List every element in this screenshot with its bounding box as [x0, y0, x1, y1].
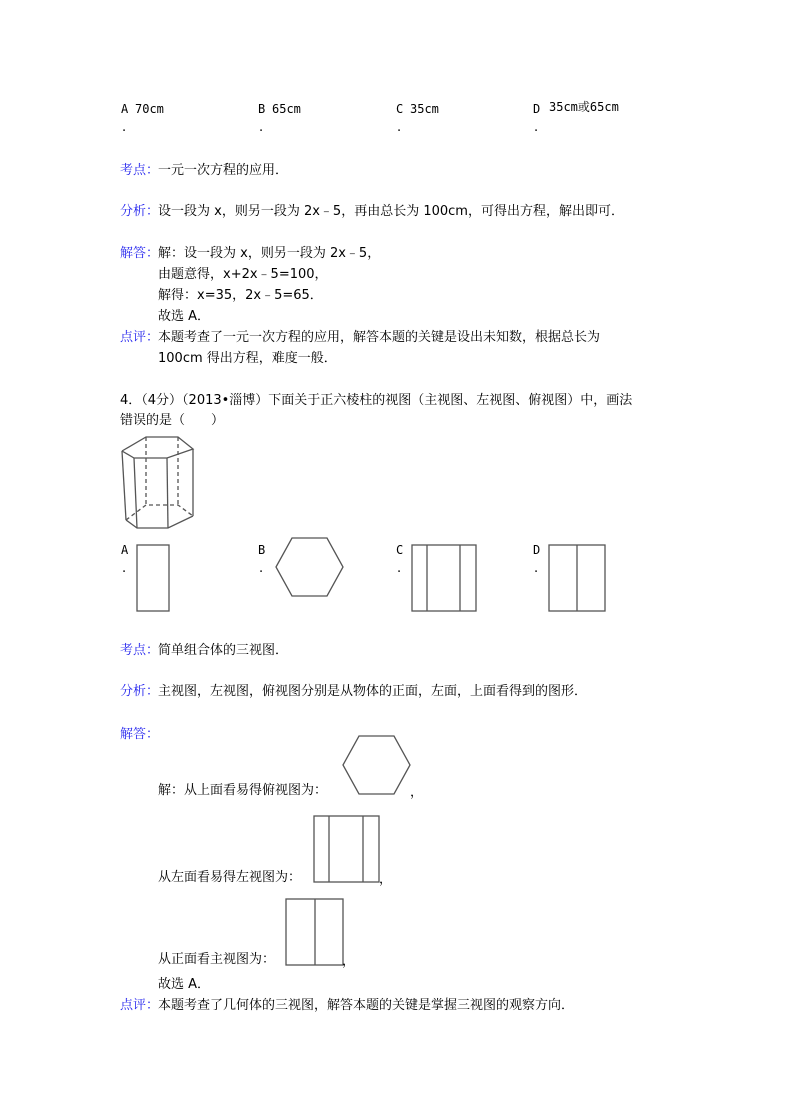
- question-text: 错误的是（ ）: [120, 413, 225, 428]
- option-dot: .: [122, 561, 127, 576]
- dianping-line: 100cm 得出方程，难度一般．: [158, 351, 337, 366]
- jieda-comma: ，: [379, 872, 393, 887]
- option-c-figure: [412, 545, 476, 611]
- q4-option-b-letter: B: [258, 543, 266, 557]
- solution-figures: [0, 0, 1, 1]
- option-d-dot: .: [534, 120, 539, 135]
- option-d-figure: [549, 545, 605, 611]
- option-c-text: 35cm: [410, 102, 439, 116]
- option-b-dot: .: [259, 120, 264, 135]
- option-a-rectangle: [137, 545, 169, 611]
- fenxi-text: 主视图，左视图，俯视图分别是从物体的正面，左面，上面看得到的图形．: [158, 684, 588, 699]
- kaodian-text: 一元一次方程的应用．: [158, 163, 289, 178]
- dianping-line: 本题考查了一元一次方程的应用，解答本题的关键是设出未知数，根据总长为: [158, 330, 601, 345]
- option-d-letter: D: [533, 102, 541, 116]
- q4-option-a-letter: A: [121, 543, 129, 557]
- jieda-line: 故选 A．: [158, 309, 211, 324]
- jieda-line: 故选 A．: [158, 977, 211, 992]
- dianping-text: 本题考查了几何体的三视图，解答本题的关键是掌握三视图的观察方向．: [158, 998, 575, 1013]
- front-view-figure: [286, 899, 343, 965]
- option-c-letter: C: [396, 102, 404, 116]
- dianping-label: 点评：: [120, 998, 160, 1013]
- top-view-hexagon: [343, 736, 410, 794]
- jieda-line: 从左面看易得左视图为：: [158, 870, 302, 885]
- option-b-letter: B: [258, 102, 266, 116]
- jieda-line: 解：设一段为 x，则另一段为 2x﹣5，: [158, 246, 381, 261]
- kaodian-label: 考点：: [120, 163, 160, 178]
- jieda-comma: ，: [342, 954, 356, 969]
- dianping-label: 点评：: [120, 330, 160, 345]
- option-a-letter: A: [121, 102, 129, 116]
- jieda-line: 由题意得，x+2x﹣5=100，: [158, 267, 328, 282]
- option-a-dot: .: [122, 120, 127, 135]
- option-dot: .: [534, 561, 539, 576]
- fenxi-label: 分析：: [120, 684, 160, 699]
- jieda-label: 解答：: [120, 727, 160, 742]
- left-view-figure: [314, 816, 379, 882]
- option-a-text: 70cm: [135, 102, 164, 116]
- kaodian-text: 简单组合体的三视图．: [158, 643, 289, 658]
- fenxi-text: 设一段为 x，则另一段为 2x﹣5，再由总长为 100cm，可得出方程，解出即可．: [158, 204, 624, 219]
- jieda-line: 解：从上面看易得俯视图为：: [158, 783, 328, 798]
- jieda-comma: ，: [410, 785, 424, 800]
- q4-option-d-letter: D: [533, 543, 541, 557]
- option-b-text: 65cm: [272, 102, 301, 116]
- fenxi-label: 分析：: [120, 204, 160, 219]
- jieda-line: 解得：x=35，2x﹣5=65．: [158, 288, 323, 303]
- q4-option-c-letter: C: [396, 543, 404, 557]
- kaodian-label: 考点：: [120, 643, 160, 658]
- option-d-text: 35cm或65cm: [549, 100, 619, 114]
- option-b-hexagon: [276, 538, 343, 596]
- option-dot: .: [259, 561, 264, 576]
- jieda-line: 从正面看主视图为：: [158, 952, 276, 967]
- question-text: 4．（4分）（2013•淄博）下面关于正六棱柱的视图（主视图、左视图、俯视图）中，画法: [120, 393, 633, 408]
- option-dot: .: [397, 561, 402, 576]
- jieda-label: 解答：: [120, 246, 160, 261]
- option-c-dot: .: [397, 120, 402, 135]
